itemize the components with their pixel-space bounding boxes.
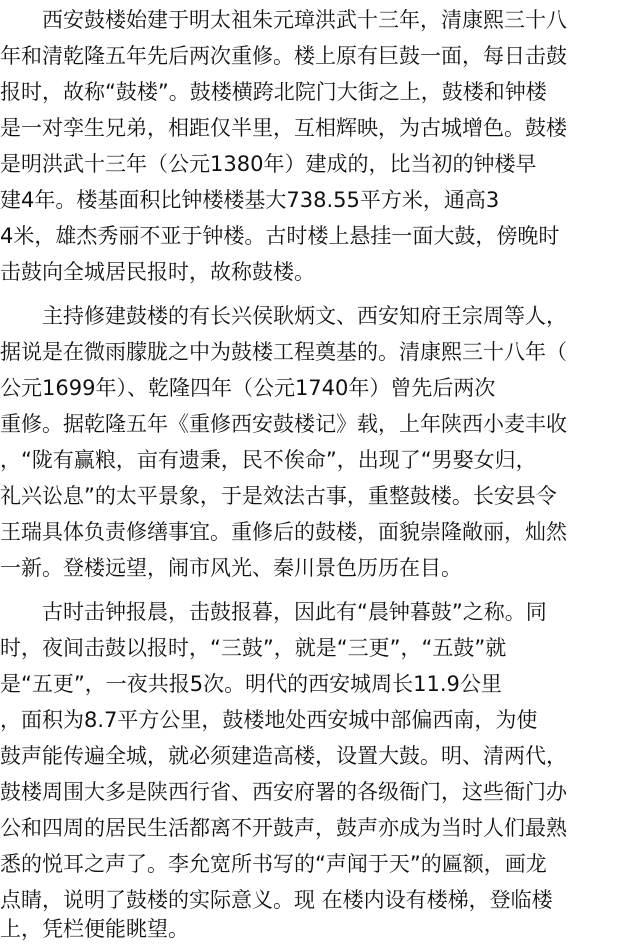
text-line: 点睛，说明了鼓楼的实际意义。现 在楼内设有楼梯，登临楼 (0, 888, 553, 912)
text-line: 是一对孪生兄弟，相距仅半里，互相辉映，为古城增色。鼓楼 (0, 116, 567, 140)
text-line: ，面积为8.7平方公里，鼓楼地处西安城中部偏西南，为使 (0, 708, 538, 732)
text-line: 击鼓向全城居民报时，故称鼓楼。 (0, 260, 315, 284)
text-line: 是“五更”，一夜共报5次。明代的西安城周长11.9公里 (0, 672, 502, 696)
text-line: 是明洪武十三年（公元1380年）建成的，比当初的钟楼早 (0, 152, 537, 176)
text-line: 西安鼓楼始建于明太祖朱元璋洪武十三年，清康熙三十八 (0, 8, 567, 32)
text-line: 报时，故称“鼓楼”。鼓楼横跨北院门大街之上，鼓楼和钟楼 (0, 80, 547, 104)
text-line: 礼兴讼息”的太平景象，于是效法古事，重整鼓楼。长安县令 (0, 484, 557, 508)
text-line: 王瑞具体负责修缮事宜。重修后的鼓楼，面貌崇隆敞丽，灿然 (0, 520, 567, 544)
text-line: 时，夜间击鼓以报时，“三鼓”，就是“三更”，“五鼓”就 (0, 636, 507, 660)
text-line: 悉的悦耳之声了。李允宽所书写的“声闻于天”的匾额，画龙 (0, 852, 547, 876)
text-line: ，“陇有赢粮，亩有遗秉，民不俟命”，出现了“男娶女归， (0, 448, 537, 472)
text-line: 鼓楼周围大多是陕西行省、西安府署的各级衙门，这些衙门办 (0, 780, 567, 804)
text-line: 据说是在微雨朦胧之中为鼓楼工程奠基的。清康熙三十八年（ (0, 340, 567, 364)
text-line: 鼓声能传遍全城，就必须建造高楼，设置大鼓。明、清两代， (0, 744, 567, 768)
text-line: 上，凭栏便能眺望。 (0, 917, 189, 941)
text-line: 主持修建鼓楼的有长兴侯耿炳文、西安知府王宗周等人， (0, 304, 567, 328)
text-line: 一新。登楼远望，闹市风光、秦川景色历历在目。 (0, 556, 462, 580)
text-line: 公元1699年）、乾隆四年（公元1740年）曾先后两次 (0, 376, 496, 400)
text-line: 建4年。楼基面积比钟楼楼基大738.55平方米，通高3 (0, 188, 500, 212)
text-line: 年和清乾隆五年先后两次重修。楼上原有巨鼓一面，每日击鼓 (0, 44, 567, 68)
text-line: 公和四周的居民生活都离不开鼓声，鼓声亦成为当时人们最熟 (0, 816, 567, 840)
text-line: 古时击钟报晨，击鼓报暮，因此有“晨钟暮鼓”之称。同 (0, 600, 547, 624)
text-line: 4米，雄杰秀丽不亚于钟楼。古时楼上悬挂一面大鼓，傍晚时 (0, 224, 560, 248)
text-line: 重修。据乾隆五年《重修西安鼓楼记》载，上年陕西小麦丰收 (0, 412, 567, 436)
